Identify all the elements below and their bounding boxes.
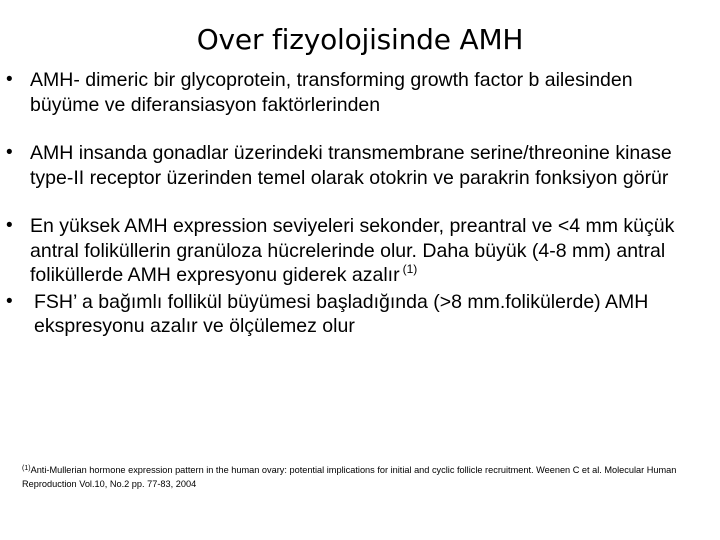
bullet-marker: • (6, 215, 13, 236)
bullet-item (6, 141, 706, 190)
bullet-item (6, 214, 706, 290)
citation-reference: (1) (402, 262, 418, 276)
bullet-text-with-ref (30, 214, 706, 290)
slide-title: Over fizyolojisinde AMH (196, 23, 524, 56)
bullet-text: FSH’ a bağımlı follikül büyümesi başladığında (>8 mm.folikülerde) AMH ekspresyonu azalır ve ölçülemez olur (34, 290, 649, 337)
bullet-marker: • (6, 290, 13, 312)
bullet-list (6, 68, 706, 339)
bullet-marker: • (6, 69, 13, 90)
bullet-item (6, 68, 706, 117)
bullet-marker: • (6, 142, 13, 163)
bullet-text: En yüksek AMH expression seviyeleri sekonder, preantral ve <4 mm küçük antral foliküllerin granüloza hücrelerinde olur. Daha büyük (4-8 mm) antral foliküllerde AMH expresyonu giderek azalır (30, 215, 675, 286)
bullet-text: AMH- dimeric bir glycoprotein, transforming growth factor b ailesinden büyüme ve diferansiasyon faktörlerinden (30, 69, 633, 116)
bullet-item (6, 290, 706, 339)
footnote-text: Anti-Mullerian hormone expression pattern in the human ovary: potential implications for initial and cyclic follicle recruitment. Weenen C et al. Molecular Human Reproduction Vol.10, No.2 pp. 77-83, 2004 (22, 465, 677, 489)
footnote (22, 464, 702, 491)
footnote-mark: (1) (22, 465, 31, 472)
bullet-text: AMH insanda gonadlar üzerindeki transmembrane serine/threonine kinase type-II receptor üzerinden temel olarak otokrin ve parakrin fonksiyon görür (30, 142, 672, 189)
